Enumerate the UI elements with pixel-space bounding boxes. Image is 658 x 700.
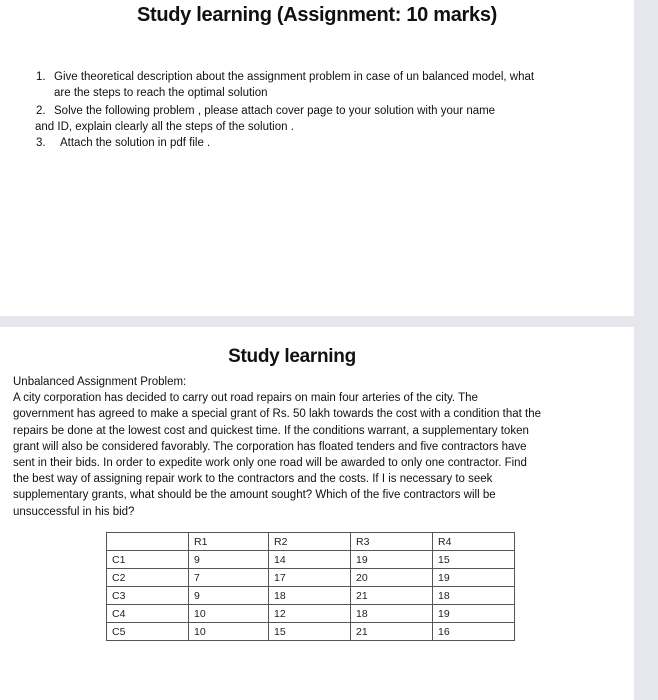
cost-table: [106, 532, 515, 641]
item-line: Attach the solution in pdf file .: [60, 137, 211, 149]
row-label-cell: C4: [107, 605, 189, 623]
row-label-cell: C1: [107, 551, 189, 569]
document-page-1: [0, 0, 634, 316]
paragraph-line: sent in their bids. In order to expedite work only one road will be awarded to only one contractor. Find: [13, 457, 527, 470]
table-row: [107, 551, 515, 569]
table-cell: 16: [433, 623, 515, 641]
table-cell: 18: [351, 605, 433, 623]
item-number: 1.: [36, 71, 46, 83]
table-cell: 19: [433, 605, 515, 623]
table-cell: 21: [351, 623, 433, 641]
table-cell: 15: [269, 623, 351, 641]
paragraph-line: the best way of assigning repair work to the contractors and the costs. If I is necessary to seek: [13, 473, 493, 486]
table-cell: 18: [433, 587, 515, 605]
item-number: 3.: [36, 137, 46, 149]
table-header-cell: R4: [433, 533, 515, 551]
section-title: Study learning: [228, 346, 356, 367]
paragraph-line: repairs be done at the lowest cost and quickest time. If the conditions warrant, a supplementary token: [13, 424, 529, 437]
table-cell: 12: [269, 605, 351, 623]
table-row: [107, 605, 515, 623]
list-item: [36, 135, 596, 151]
table-cell: 21: [351, 587, 433, 605]
problem-heading: Unbalanced Assignment Problem:: [13, 376, 187, 388]
table-header-cell: R2: [269, 533, 351, 551]
table-cell: 9: [189, 551, 269, 569]
table-cell: 20: [351, 569, 433, 587]
table-cell: 14: [269, 551, 351, 569]
item-line: Give theoretical description about the assignment problem in case of un balanced model, what: [54, 71, 535, 83]
row-label-cell: C5: [107, 623, 189, 641]
table-cell: 10: [189, 623, 269, 641]
table-header-row: [107, 533, 515, 551]
table-row: [107, 587, 515, 605]
table-cell: 19: [433, 569, 515, 587]
list-item: [36, 69, 596, 101]
table-cell: 18: [269, 587, 351, 605]
table-header-cell: [107, 533, 189, 551]
table-cell: 10: [189, 605, 269, 623]
list-item: [36, 103, 596, 135]
document-page-2: [0, 327, 634, 700]
table-header-cell: R3: [351, 533, 433, 551]
paragraph-line: grant will also be considered favorably. The corporation has floated tenders and five contractors have: [13, 440, 527, 453]
table-cell: 15: [433, 551, 515, 569]
item-line: and ID, explain clearly all the steps of the solution .: [35, 121, 294, 133]
problem-text: [13, 374, 578, 520]
row-label-cell: C3: [107, 587, 189, 605]
table-row: [107, 569, 515, 587]
page-title: Study learning (Assignment: 10 marks): [136, 4, 498, 26]
item-number: 2.: [36, 105, 46, 117]
table-cell: 7: [189, 569, 269, 587]
row-label-cell: C2: [107, 569, 189, 587]
paragraph-line: supplementary grants, what should be the amount sought? Which of the five contractors will be: [13, 489, 496, 502]
table-header-cell: R1: [189, 533, 269, 551]
paragraph-line: unsuccessful in his bid?: [13, 505, 135, 518]
table-cell: 17: [269, 569, 351, 587]
table-row: [107, 623, 515, 641]
item-line: Solve the following problem , please attach cover page to your solution with your name: [54, 105, 496, 117]
item-line: are the steps to reach the optimal solution: [54, 87, 268, 99]
table-cell: 19: [351, 551, 433, 569]
paragraph-line: A city corporation has decided to carry out road repairs on main four arteries of the city. The: [13, 392, 478, 405]
table-cell: 9: [189, 587, 269, 605]
paragraph-line: government has agreed to make a special grant of Rs. 50 lakh towards the cost with a condition that the: [13, 408, 542, 421]
